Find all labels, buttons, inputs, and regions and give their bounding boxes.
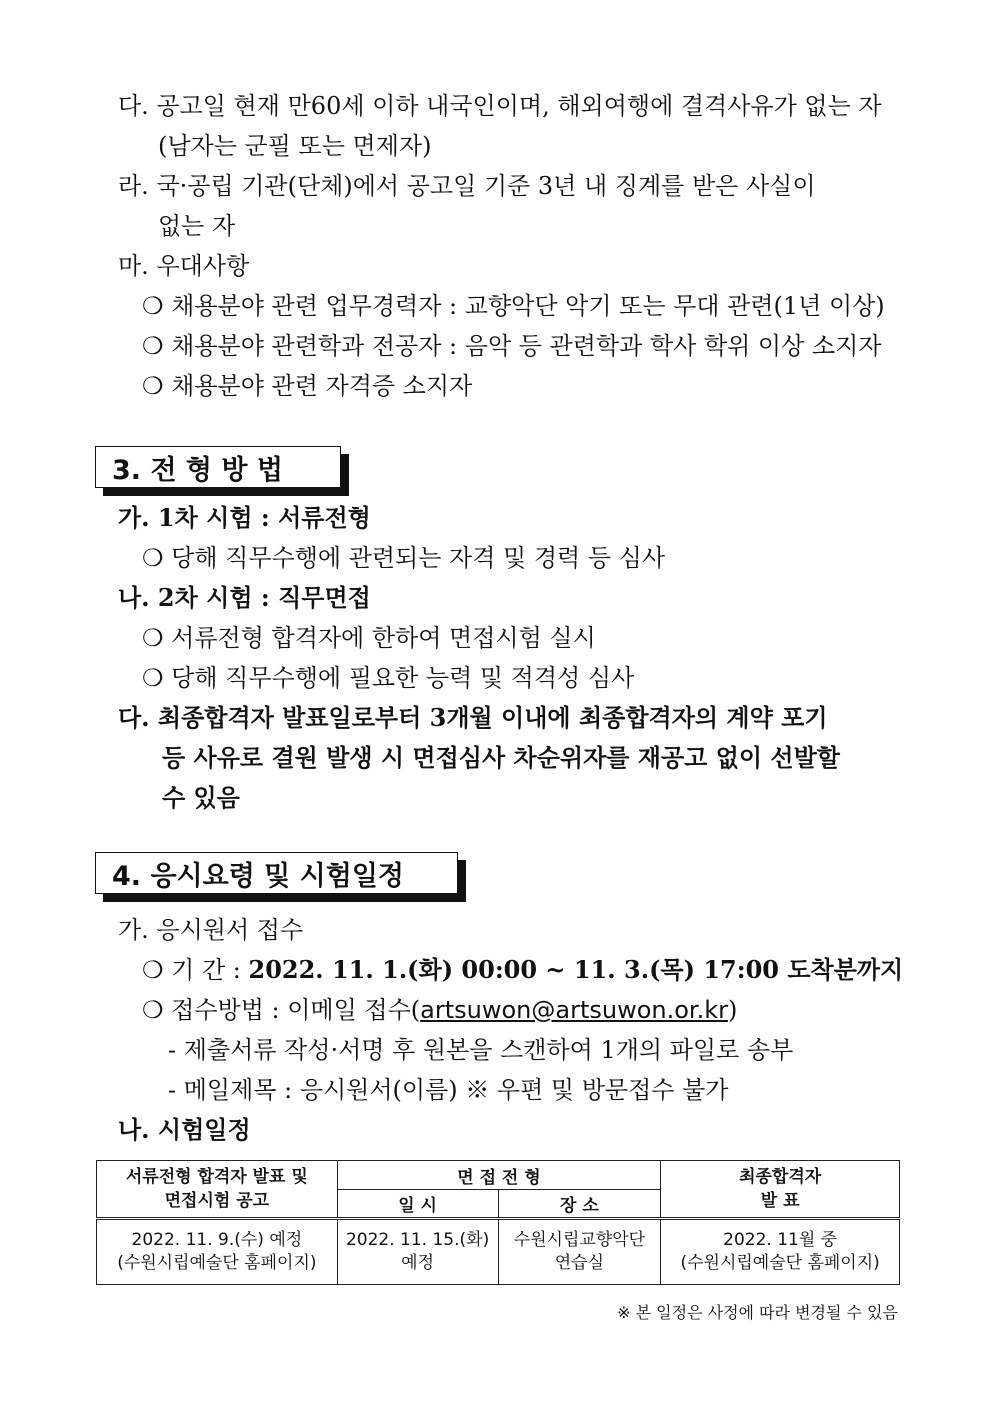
application-period [142,955,903,985]
selection-da-line3: 수 있음 [162,783,240,812]
td-final-line2: (수원시립예술단 홈페이지) [680,1253,880,1273]
selection-na-item-1: ❍ 서류전형 합격자에 한하여 면접시험 실시 [142,624,596,652]
application-email-link[interactable]: artsuwon@artsuwon.or.kr [420,996,728,1024]
preference-item-1: ❍ 채용분야 관련 업무경력자 : 교향악단 악기 또는 무대 관련(1년 이상) [142,292,885,320]
application-method-label: ❍ 접수방법 : 이메일 접수( [142,996,421,1024]
application-method-close: ) [727,996,738,1024]
th-final-line1: 최종합격자 [739,1167,822,1187]
application-period-value: 2022. 11. 1.(화) 00:00 ~ 11. 3.(목) 17:00 도착분까지 [248,955,904,984]
section3-header [95,446,349,496]
selection-ga-item-1: ❍ 당해 직무수행에 관련되는 자격 및 경력 등 심사 [142,544,666,572]
th-doc-line2: 면접시험 공고 [164,1191,270,1211]
application-sub-1: - 제출서류 작성·서명 후 원본을 스캔하여 1개의 파일로 송부 [168,1036,794,1064]
th-date: 일 시 [337,1190,498,1219]
schedule-note: ※ 본 일정은 사정에 따라 변경될 수 있음 [617,1303,898,1322]
selection-da-line2: 등 사유로 결원 발생 시 면접심사 차순위자를 재공고 없이 선발할 [162,743,840,772]
th-final-announce [661,1161,900,1219]
th-doc-announce [97,1161,338,1219]
td-doc-announce [97,1219,338,1285]
td-interview-date [337,1219,498,1285]
th-doc-line1: 서류전형 합격자 발표 및 [125,1167,308,1187]
application-method [142,995,737,1025]
preference-item-3: ❍ 채용분야 관련 자격증 소지자 [142,372,473,400]
section4-header [95,852,466,902]
td-doc-line2: (수원시립예술단 홈페이지) [117,1253,317,1273]
th-interview: 면 접 전 형 [337,1161,661,1190]
section4-title: 4. 응시요령 및 시험일정 [95,852,458,894]
preference-heading: 마. 우대사항 [118,252,250,280]
section3-title: 3. 전 형 방 법 [95,446,341,488]
selection-na-item-2: ❍ 당해 직무수행에 필요한 능력 및 적격성 심사 [142,664,635,692]
selection-da-line1: 다. 최종합격자 발표일로부터 3개월 이내에 최종합격자의 계약 포기 [118,703,828,732]
td-interview-place [498,1219,661,1285]
schedule-heading: 나. 시험일정 [118,1115,251,1144]
qualification-da-line2: (남자는 군필 또는 면제자) [158,132,432,160]
td-date-line2: 예정 [401,1253,435,1273]
application-heading: 가. 응시원서 접수 [118,916,304,944]
schedule-table [96,1160,900,1285]
td-final-announce [661,1219,900,1285]
preference-item-2: ❍ 채용분야 관련학과 전공자 : 음악 등 관련학과 학사 학위 이상 소지자 [142,332,882,360]
application-period-label: ❍ 기 간 : [142,956,249,984]
selection-ga-heading: 가. 1차 시험 : 서류전형 [118,503,371,532]
th-final-line2: 발 표 [760,1191,800,1211]
selection-na-heading: 나. 2차 시험 : 직무면접 [118,583,371,612]
td-place-line1: 수원시립교향악단 [513,1230,646,1250]
qualification-da-line1: 다. 공고일 현재 만60세 이하 내국인이며, 해외여행에 결격사유가 없는 자 [118,92,882,120]
td-date-line1: 2022. 11. 15.(화) [345,1230,490,1250]
application-sub-2: - 메일제목 : 응시원서(이름) ※ 우편 및 방문접수 불가 [168,1076,729,1104]
td-place-line2: 연습실 [554,1253,605,1273]
td-doc-line1: 2022. 11. 9.(수) 예정 [131,1230,303,1250]
td-final-line1: 2022. 11월 중 [723,1230,838,1250]
qualification-ra-line1: 라. 국·공립 기관(단체)에서 공고일 기준 3년 내 징계를 받은 사실이 [118,172,816,200]
th-place: 장 소 [498,1190,661,1219]
qualification-ra-line2: 없는 자 [158,212,236,240]
